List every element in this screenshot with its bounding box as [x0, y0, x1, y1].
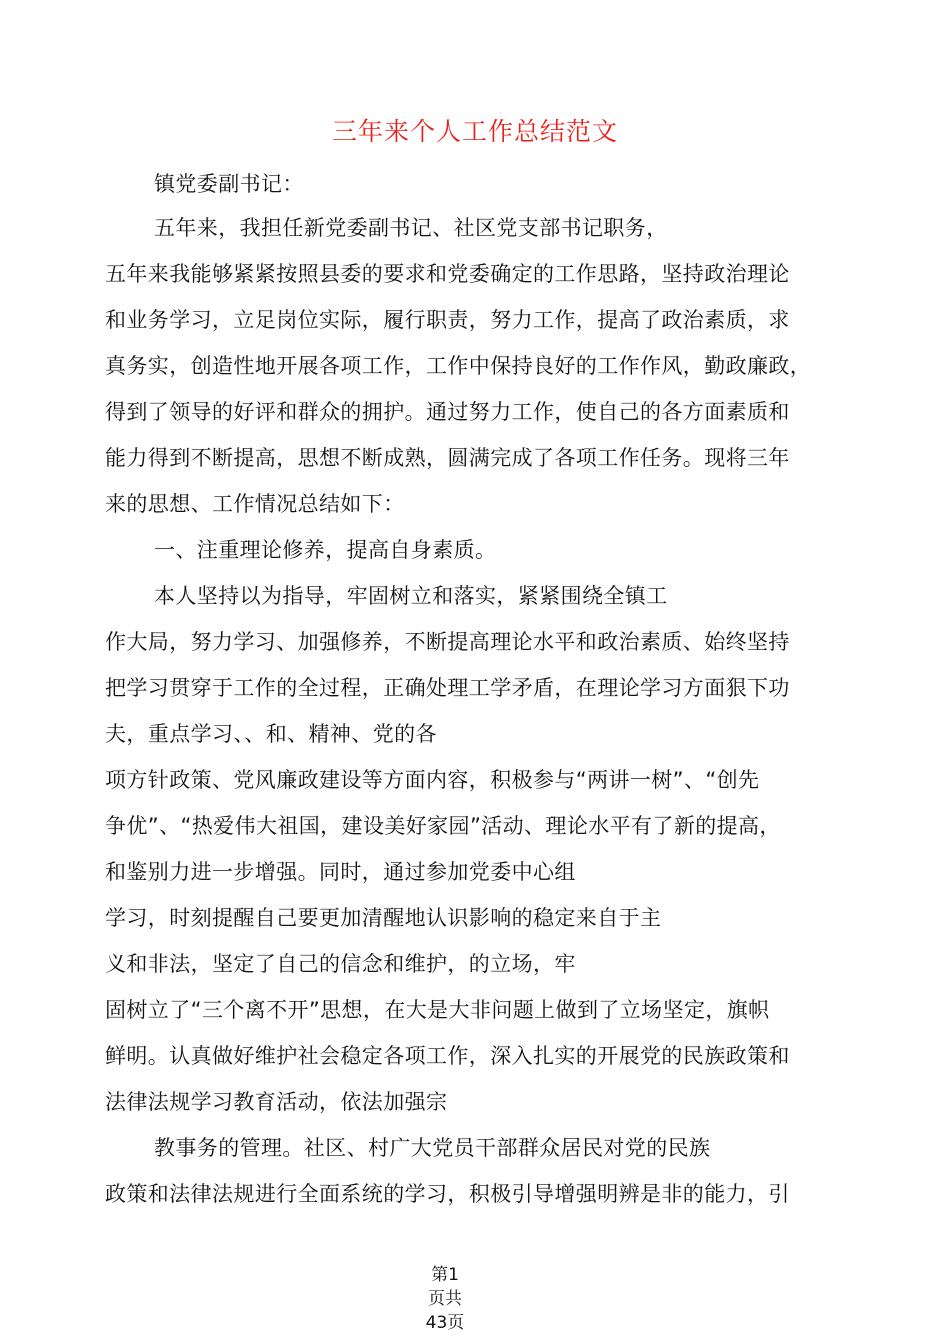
paragraph-line: 争优”、“热爱伟大祖国，建设美好家园”活动、理论水平有了新的提高，	[105, 814, 781, 838]
paragraph-line: 本人坚持以为指导，牢固树立和落实，紧紧围绕全镇工	[154, 584, 668, 608]
paragraph-line: 五年来，我担任新党委副书记、社区党支部书记职务，	[154, 216, 668, 240]
paragraph-line: 镇党委副书记：	[154, 172, 304, 196]
paragraph-line: 作大局，努力学习、加强修养，不断提高理论水平和政治素质、始终坚持	[105, 630, 790, 654]
paragraph-line: 来的思想、工作情况总结如下：	[105, 492, 405, 516]
page-count-line: 43页	[425, 1313, 465, 1333]
paragraph-line: 教事务的管理。社区、村广大党员干部群众居民对党的民族	[154, 1136, 711, 1160]
paragraph-line: 五年来我能够紧紧按照县委的要求和党委确定的工作思路，坚持政治理论	[105, 262, 790, 286]
paragraph-line: 把学习贯穿于工作的全过程，正确处理工学矛盾，在理论学习方面狠下功	[105, 676, 790, 700]
paragraph-line: 夫，重点学习、、和、精神、党的各	[105, 722, 437, 746]
paragraph-line: 项方针政策、党风廉政建设等方面内容，积极参与“两讲一树”、“创先	[105, 768, 760, 792]
page-number-line: 第1	[431, 1265, 459, 1285]
paragraph-line: 和鉴别力进一步增强。同时，通过参加党委中心组	[105, 860, 576, 884]
paragraph-line: 义和非法，坚定了自己的信念和维护，的立场，牢	[105, 952, 576, 976]
page-number-line: 页共	[428, 1289, 462, 1309]
document-title: 三年来个人工作总结范文	[331, 117, 618, 146]
paragraph-line: 法律法规学习教育活动，依法加强宗	[105, 1090, 448, 1114]
paragraph-line: 学习，时刻提醒自己要更加清醒地认识影响的稳定来自于主	[105, 906, 662, 930]
paragraph-line: 能力得到不断提高，思想不断成熟，圆满完成了各项工作任务。现将三年	[105, 446, 790, 470]
paragraph-line: 真务实，创造性地开展各项工作，工作中保持良好的工作作风，勤政廉政，	[105, 354, 812, 378]
section-heading: 一、注重理论修养，提高自身素质。	[154, 538, 497, 562]
paragraph-line: 政策和法律法规进行全面系统的学习，积极引导增强明辨是非的能力，引	[105, 1182, 790, 1206]
paragraph-line: 得到了领导的好评和群众的拥护。通过努力工作，使自己的各方面素质和	[105, 400, 790, 424]
paragraph-line: 固树立了“三个离不开”思想，在大是大非问题上做到了立场坚定，旗帜	[105, 998, 770, 1022]
paragraph-line: 鲜明。认真做好维护社会稳定各项工作，深入扎实的开展党的民族政策和	[105, 1044, 790, 1068]
paragraph-line: 和业务学习，立足岗位实际，履行职责，努力工作，提高了政治素质，求	[105, 308, 790, 332]
